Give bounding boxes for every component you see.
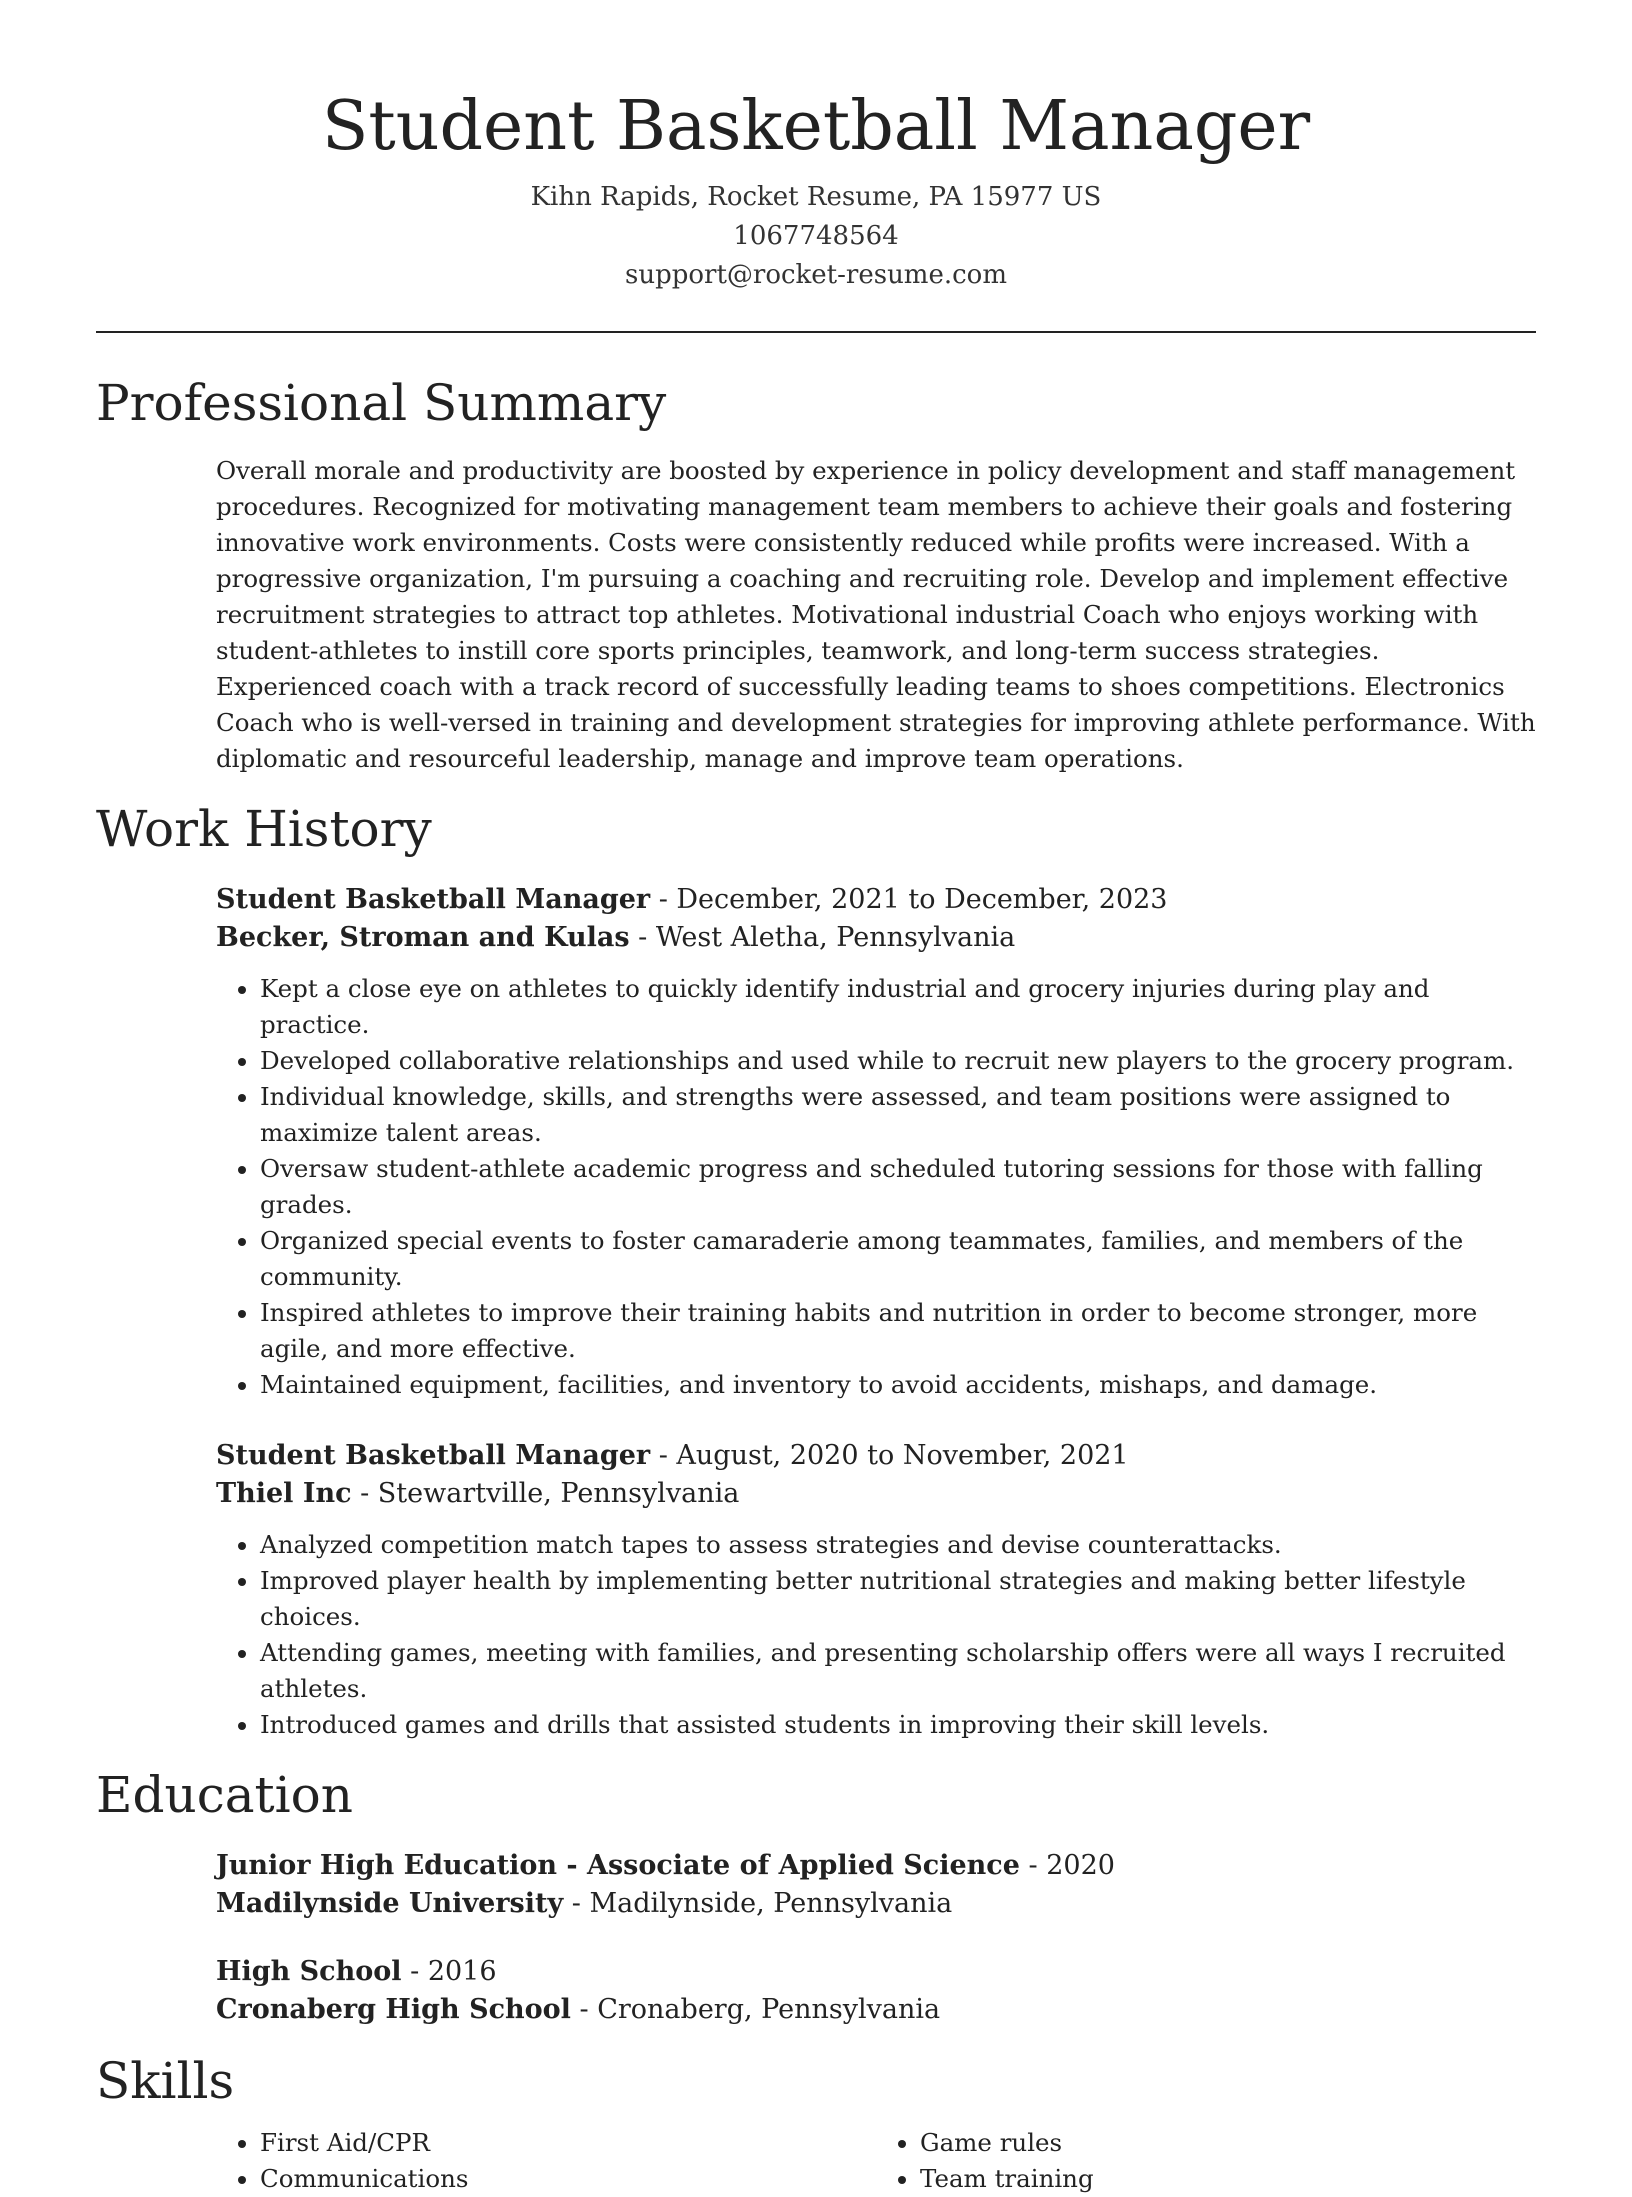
skill-item: • Communications [260, 2161, 876, 2197]
job-dates: - December, 2021 to December, 2023 [650, 884, 1168, 915]
work-history-heading: Work History [96, 800, 432, 858]
list-item: • Oversaw student-athlete academic progress and scheduled tutoring sessions for those with falling grades. [260, 1151, 1536, 1223]
summary-heading: Professional Summary [96, 374, 667, 432]
education-year: - 2016 [401, 1956, 497, 1987]
skills-grid [216, 2125, 1536, 2197]
skill-item: • Team training [920, 2161, 1536, 2197]
job-bullets [216, 1527, 1536, 1743]
education-school: Madilynside University [216, 1888, 564, 1919]
education-degree-line [216, 1953, 1536, 1991]
education-entry-1 [216, 1847, 1536, 1923]
education-degree: Junior High Education - Associate of Applied Science [216, 1850, 1020, 1881]
summary-text: Overall morale and productivity are boosted by experience in policy development and staff management procedures. Recognized for motivating management team members to achieve their goals and fostering innovative work environments. Costs were consistently reduced while profits were increased. With a progressive organization, I'm pursuing a coaching and recruiting role. Develop and implement effective recruitment strategies to attract top athletes. Motivational industrial Coach who enjoys working with student-athletes to instill core sports principles, teamwork, and long-term success strategies. Experienced coach with a track record of successfully leading teams to shoes competitions. Electronics Coach who is well-versed in training and development strategies for improving athlete performance. With diplomatic and resourceful leadership, manage and improve team operations. [216, 456, 1536, 773]
education-school-line [216, 1885, 1536, 1923]
job-company: Thiel Inc [216, 1478, 352, 1509]
job-title-line [216, 1437, 1536, 1475]
job-company-line [216, 919, 1536, 957]
education-location: - Madilynside, Pennsylvania [563, 1888, 953, 1919]
job-company: Becker, Stroman and Kulas [216, 922, 630, 953]
list-item: • Analyzed competition match tapes to assess strategies and devise counterattacks. [260, 1527, 1536, 1563]
job-role: Student Basketball Manager [216, 884, 651, 915]
education-heading: Education [96, 1766, 353, 1824]
list-item: • Inspired athletes to improve their training habits and nutrition in order to become stronger, more agile, and more effective. [260, 1295, 1536, 1367]
list-item: • Kept a close eye on athletes to quickly identify industrial and grocery injuries during play and practice. [260, 971, 1536, 1043]
education-school: Cronaberg High School [216, 1994, 571, 2025]
list-item: • Developed collaborative relationships and used while to recruit new players to the grocery program. [260, 1043, 1536, 1079]
job-dates: - August, 2020 to November, 2021 [650, 1440, 1129, 1471]
education-degree: High School [216, 1956, 402, 1987]
list-item: • Individual knowledge, skills, and strengths were assessed, and team positions were assigned to maximize talent areas. [260, 1079, 1536, 1151]
contact-block [96, 178, 1536, 295]
list-item: • Introduced games and drills that assisted students in improving their skill levels. [260, 1707, 1536, 1743]
contact-address: Kihn Rapids, Rocket Resume, PA 15977 US [530, 182, 1102, 212]
education-location: - Cronaberg, Pennsylvania [570, 1994, 941, 2025]
education-degree-line [216, 1847, 1536, 1885]
skills-column-left [216, 2125, 876, 2197]
job-location: - Stewartville, Pennsylvania [351, 1478, 740, 1509]
list-item: • Attending games, meeting with families, and presenting scholarship offers were all ways I recruited athletes. [260, 1635, 1536, 1707]
list-item: • Maintained equipment, facilities, and inventory to avoid accidents, mishaps, and damage. [260, 1367, 1536, 1403]
header-divider [96, 331, 1536, 333]
job-company-line [216, 1475, 1536, 1513]
contact-email: support@rocket-resume.com [624, 260, 1007, 290]
education-year: - 2020 [1019, 1850, 1115, 1881]
skill-item: • First Aid/CPR [260, 2125, 876, 2161]
job-role: Student Basketball Manager [216, 1440, 651, 1471]
list-item: • Organized special events to foster camaraderie among teammates, families, and members of the community. [260, 1223, 1536, 1295]
education-school-line [216, 1991, 1536, 2029]
candidate-name: Student Basketball Manager [321, 87, 1311, 166]
list-item: • Improved player health by implementing better nutritional strategies and making better lifestyle choices. [260, 1563, 1536, 1635]
job-title-line [216, 881, 1536, 919]
resume-page [96, 0, 1536, 2197]
job-entry-2 [216, 1437, 1536, 1743]
skills-heading: Skills [96, 2052, 235, 2110]
contact-phone: 1067748564 [733, 221, 899, 251]
job-entry-1 [216, 881, 1536, 1403]
skill-item: • Game rules [920, 2125, 1536, 2161]
skills-column-right [876, 2125, 1536, 2197]
education-entry-2 [216, 1953, 1536, 2029]
job-location: - West Aletha, Pennsylvania [629, 922, 1016, 953]
job-bullets [216, 971, 1536, 1403]
